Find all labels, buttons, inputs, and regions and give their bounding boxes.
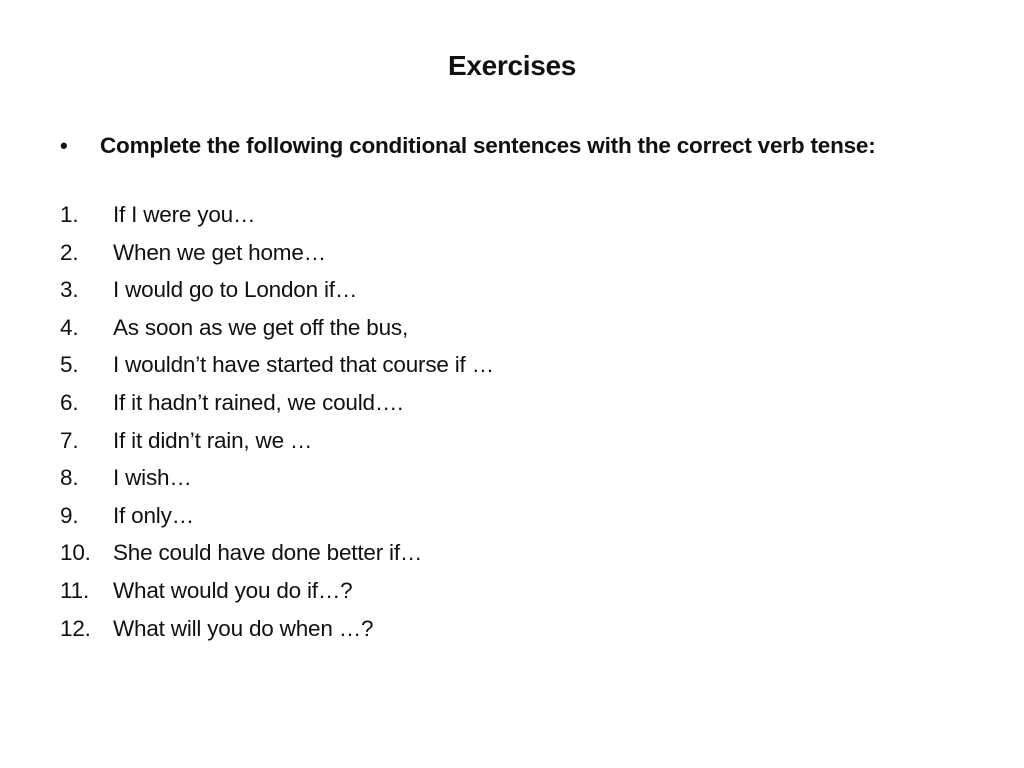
item-text: If it didn’t rain, we … xyxy=(113,427,313,453)
item-number: 1. xyxy=(60,202,79,227)
list-item xyxy=(60,610,494,648)
list-item xyxy=(60,534,494,572)
item-number: 9. xyxy=(60,502,79,528)
list-item xyxy=(60,346,494,384)
item-number: 6. xyxy=(60,389,79,415)
item-number: 10. xyxy=(60,540,91,566)
item-text: She could have done better if… xyxy=(113,540,423,566)
item-text: I wouldn’t have started that course if … xyxy=(113,352,494,378)
item-number: 7. xyxy=(60,427,79,453)
instruction xyxy=(60,131,920,161)
list-item xyxy=(60,422,494,460)
item-text: If I were you… xyxy=(113,202,256,227)
slide-title: Exercises xyxy=(447,50,577,81)
list-item xyxy=(60,497,494,535)
item-number: 8. xyxy=(60,465,79,491)
item-number: 3. xyxy=(60,277,79,303)
item-text: I would go to London if… xyxy=(113,277,358,303)
list-item xyxy=(60,196,494,234)
list-item xyxy=(60,384,494,422)
list-item xyxy=(60,271,494,309)
instruction-text: Complete the following conditional sentences with the correct verb tense: xyxy=(100,133,876,158)
item-text: I wish… xyxy=(113,465,192,491)
list-item xyxy=(60,309,494,347)
item-text: When we get home… xyxy=(113,239,326,265)
list-item xyxy=(60,572,494,610)
item-text: As soon as we get off the bus, xyxy=(113,314,409,340)
item-number: 11. xyxy=(60,577,90,603)
item-text: If it hadn’t rained, we could…. xyxy=(113,389,404,415)
item-number: 2. xyxy=(60,239,79,265)
bullet-icon: • xyxy=(60,133,68,158)
list-item xyxy=(60,459,494,497)
list-item xyxy=(60,234,494,272)
item-text: If only… xyxy=(113,502,194,528)
item-number: 5. xyxy=(60,352,79,378)
item-number: 12. xyxy=(60,615,91,641)
exercise-list xyxy=(60,196,494,647)
item-text: What will you do when …? xyxy=(113,615,374,641)
item-number: 4. xyxy=(60,314,79,340)
item-text: What would you do if…? xyxy=(113,577,353,603)
